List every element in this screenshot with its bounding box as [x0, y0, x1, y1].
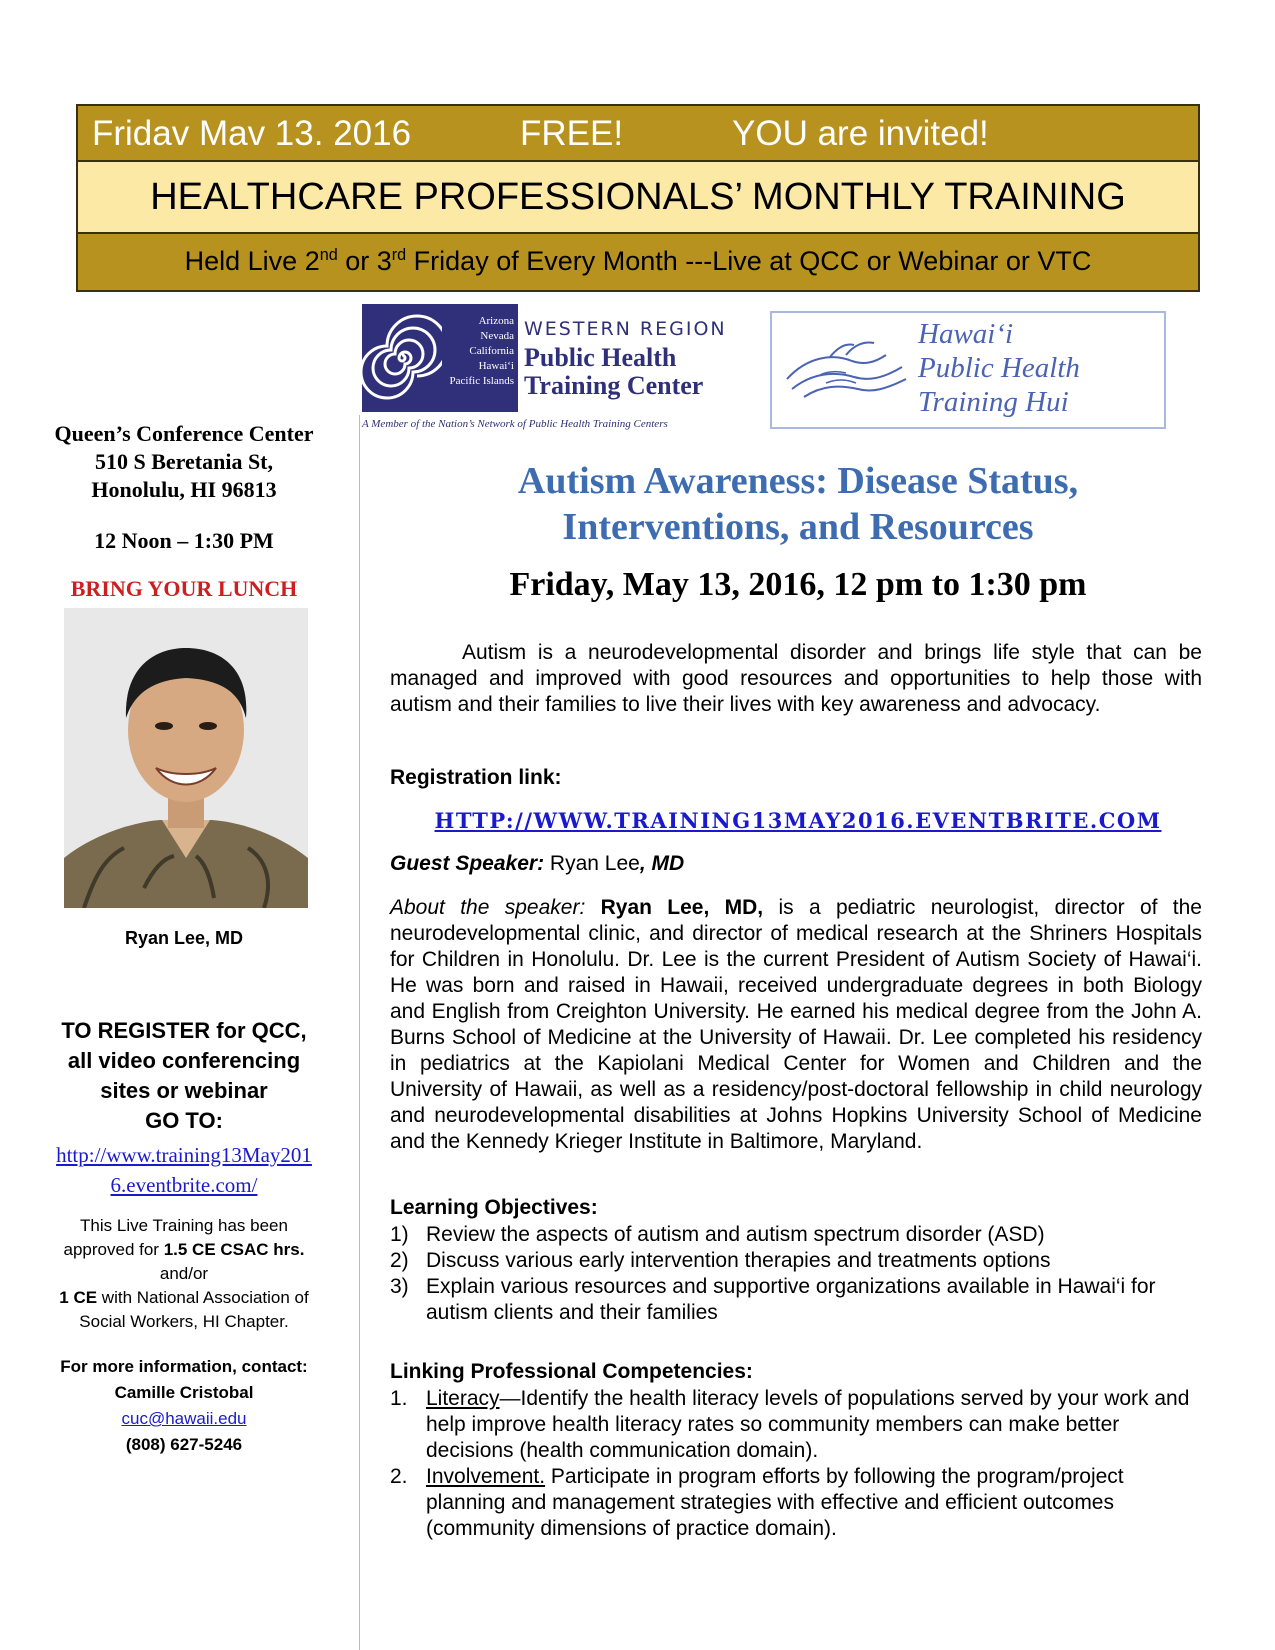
contact-label: For more information, contact: [60, 1357, 308, 1376]
event-title [380, 458, 1216, 550]
contact-phone: (808) 627-5246 [125, 1435, 243, 1454]
bring-lunch-notice: BRING YOUR LUNCH [70, 576, 298, 601]
register-link-line-2[interactable]: 6.eventbrite.com/ [110, 1173, 258, 1197]
banner-schedule: Held Live 2nd or 3rd Friday of Every Month ---Live at QCC or Webinar or VTC [184, 246, 1092, 276]
event-date-line: Friday, May 13, 2016, 12 pm to 1:30 pm [509, 566, 1087, 603]
hawaii-public-health-logo [770, 311, 1166, 429]
banner-free: FREE! [520, 114, 624, 153]
contact-email-link[interactable]: cuc@hawaii.edu [121, 1409, 247, 1428]
registration-url-link[interactable]: HTTP://WWW.TRAINING13MAY2016.EVENTBRITE.COM [434, 808, 1162, 833]
event-banner [76, 104, 1200, 292]
speaker-bio: About the speaker: Ryan Lee, MD, is a pediatric neurologist, director of the neurodevelopmental clinic, and director of medical research at the Shriners Hospitals for Children in Honolulu. Dr. Lee is the current President of Autism Society of Hawai‘i. He was born and raised in Hawaii, received undergraduate degrees in both Biology and English from Creighton University. He earned his medical degree from the John A. Burns School of Medicine at the University of Hawaii. Dr. Lee completed his residency in pediatrics at the Kapiolani Medical Center for Women and Children and the University of Hawaii, as well as a residency/post-doctoral fellowship in child neurology and neurodevelopmental disabilities at Johns Hopkins University School of Medicine and the Kennedy Krieger Institute in Baltimore, Maryland. [390, 896, 1202, 1153]
spiral-icon [362, 304, 442, 412]
register-instructions: TO REGISTER for QCC, all video conferencing sites or webinar GO TO: [61, 1018, 307, 1133]
banner-schedule-band [78, 234, 1198, 290]
competencies-heading: Linking Professional Competencies: [390, 1360, 753, 1383]
banner-top-band [78, 106, 1198, 160]
venue-city: Honolulu, HI 96813 [91, 477, 277, 502]
western-region-name: Public Health Training Center [524, 343, 704, 400]
venue-address [34, 420, 334, 504]
western-region-label: WESTERN REGION [524, 318, 727, 340]
list-item: 1. Literacy—Identify the health literacy levels of populations served by your work and help improve health literacy rates so community members can make better decisions (health communication domain). [390, 1387, 1190, 1462]
event-title-line-1: Autism Awareness: Disease Status, [517, 460, 1079, 502]
banner-invited: YOU are invited! [732, 114, 989, 153]
list-item: 3) Explain various resources and supportive organizations available in Hawai‘i for autism clients and their families [390, 1275, 1156, 1324]
register-link-line-1[interactable]: http://www.training13May201 [56, 1143, 312, 1167]
western-region-states: Arizona Nevada California Hawai‘i Pacific Islands [449, 315, 514, 387]
objectives-heading: Learning Objectives: [390, 1196, 598, 1219]
western-region-logo-box [362, 304, 518, 412]
ce-approval: This Live Training has been approved for 1.5 CE CSAC hrs. and/or 1 CE with National Association of Social Workers, HI Chapter. [59, 1216, 309, 1331]
event-title-line-2: Interventions, and Resources [562, 506, 1034, 548]
hawaii-public-health-name: Hawai‘i Public Health Training Hui [918, 318, 1080, 418]
list-item: 2) Discuss various early intervention therapies and treatments options [390, 1249, 1051, 1272]
hands-icon [782, 327, 912, 413]
banner-date: Fridav Mav 13. 2016 [92, 114, 412, 153]
contact-name: Camille Cristobal [114, 1383, 254, 1402]
contact-info [34, 1354, 334, 1458]
banner-title: HEALTHCARE PROFESSIONALS’ MONTHLY TRAINING [150, 176, 1126, 218]
venue-name: Queen’s Conference Center [54, 421, 314, 446]
speaker-photo [64, 608, 308, 908]
registration-label: Registration link: [390, 766, 562, 789]
banner-title-band [78, 160, 1198, 234]
photo-caption: Ryan Lee, MD [124, 928, 244, 948]
list-item: 1) Review the aspects of autism and autism spectrum disorder (ASD) [390, 1223, 1045, 1246]
western-region-logo [362, 304, 742, 434]
registration-url-wrap [380, 808, 1216, 833]
event-time: 12 Noon – 1:30 PM [94, 528, 274, 553]
intro-paragraph: Autism is a neurodevelopmental disorder and brings life style that can be managed and improved with good resources and opportunities to help those with autism and their families to live their lives with key awareness and advocacy. [390, 641, 1202, 716]
list-item: 2. Involvement. Participate in program efforts by following the program/project planning and management strategies with effective and efficient outcomes (community dimensions of practice domain). [390, 1465, 1124, 1540]
western-region-tagline: A Member of the Nation’s Network of Public Health Training Centers [362, 418, 668, 430]
venue-street: 510 S Beretania St, [94, 449, 274, 474]
guest-speaker-line: Guest Speaker: Ryan Lee, MD [390, 852, 685, 875]
column-divider [359, 415, 360, 1650]
register-link[interactable] [34, 1140, 334, 1200]
